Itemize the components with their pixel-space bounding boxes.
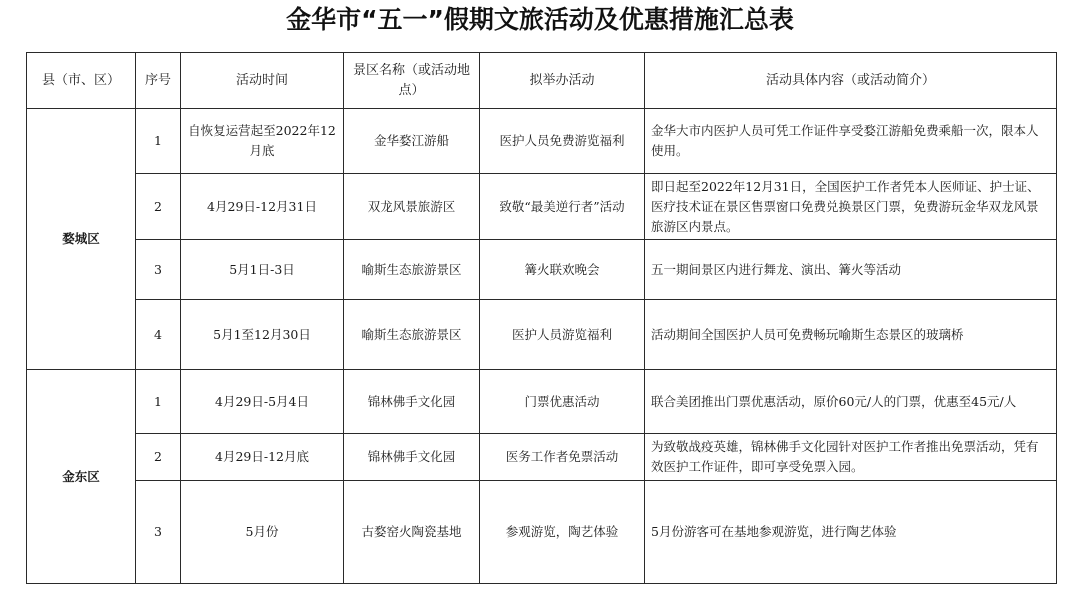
activities-table: [26, 52, 1057, 584]
time-cell: 5月1日-3日: [181, 240, 344, 300]
venue-cell: 喻斯生态旅游景区: [344, 300, 480, 370]
venue-cell: 古婺窑火陶瓷基地: [344, 481, 480, 584]
venue-cell: 喻斯生态旅游景区: [344, 240, 480, 300]
detail-cell: 5月份游客可在基地参观游览，进行陶艺体验: [645, 481, 1057, 584]
header-row: [27, 53, 1057, 109]
seq-cell: 3: [136, 240, 181, 300]
header-venue: 景区名称（或活动地点）: [344, 53, 480, 109]
table-row: [27, 109, 1057, 174]
seq-cell: 2: [136, 434, 181, 481]
detail-cell: 金华大市内医护人员可凭工作证件享受婺江游船免费乘船一次，限本人使用。: [645, 109, 1057, 174]
table-row: [27, 370, 1057, 434]
seq-cell: 2: [136, 174, 181, 240]
time-cell: 4月29日-5月4日: [181, 370, 344, 434]
header-county: 县（市、区）: [27, 53, 136, 109]
activity-cell: 医护人员免费游览福利: [480, 109, 645, 174]
time-cell: 5月份: [181, 481, 344, 584]
detail-cell: 即日起至2022年12月31日，全国医护工作者凭本人医师证、护士证、医疗技术证在景区售票窗口免费兑换景区门票，免费游玩金华双龙风景旅游区内景点。: [645, 174, 1057, 240]
venue-cell: 锦林佛手文化园: [344, 434, 480, 481]
venue-cell: 金华婺江游船: [344, 109, 480, 174]
time-cell: 5月1至12月30日: [181, 300, 344, 370]
activity-cell: 医务工作者免票活动: [480, 434, 645, 481]
table-row: [27, 300, 1057, 370]
activity-cell: 医护人员游览福利: [480, 300, 645, 370]
seq-cell: 3: [136, 481, 181, 584]
time-cell: 4月29日-12月底: [181, 434, 344, 481]
seq-cell: 1: [136, 109, 181, 174]
detail-cell: 五一期间景区内进行舞龙、演出、篝火等活动: [645, 240, 1057, 300]
time-cell: 自恢复运营起至2022年12月底: [181, 109, 344, 174]
table-row: [27, 434, 1057, 481]
seq-cell: 4: [136, 300, 181, 370]
venue-cell: 锦林佛手文化园: [344, 370, 480, 434]
detail-cell: 活动期间全国医护人员可免费畅玩喻斯生态景区的玻璃桥: [645, 300, 1057, 370]
activity-cell: 篝火联欢晚会: [480, 240, 645, 300]
page-title: 金华市“五一”假期文旅活动及优惠措施汇总表: [286, 5, 794, 34]
detail-cell: 联合美团推出门票优惠活动，原价60元/人的门票，优惠至45元/人: [645, 370, 1057, 434]
seq-cell: 1: [136, 370, 181, 434]
county-cell: 婺城区: [27, 109, 136, 370]
time-cell: 4月29日-12月31日: [181, 174, 344, 240]
table-row: [27, 240, 1057, 300]
activity-cell: 致敬“最美逆行者”活动: [480, 174, 645, 240]
activity-cell: 参观游览，陶艺体验: [480, 481, 645, 584]
activity-cell: 门票优惠活动: [480, 370, 645, 434]
county-cell: 金东区: [27, 370, 136, 584]
header-activity: 拟举办活动: [480, 53, 645, 109]
header-time: 活动时间: [181, 53, 344, 109]
table-row: [27, 481, 1057, 584]
header-seq: 序号: [136, 53, 181, 109]
table-row: [27, 174, 1057, 240]
detail-cell: 为致敬战疫英雄，锦林佛手文化园针对医护工作者推出免票活动，凭有效医护工作证件，即可享受免票入园。: [645, 434, 1057, 481]
venue-cell: 双龙风景旅游区: [344, 174, 480, 240]
header-detail: 活动具体内容（或活动简介）: [645, 53, 1057, 109]
